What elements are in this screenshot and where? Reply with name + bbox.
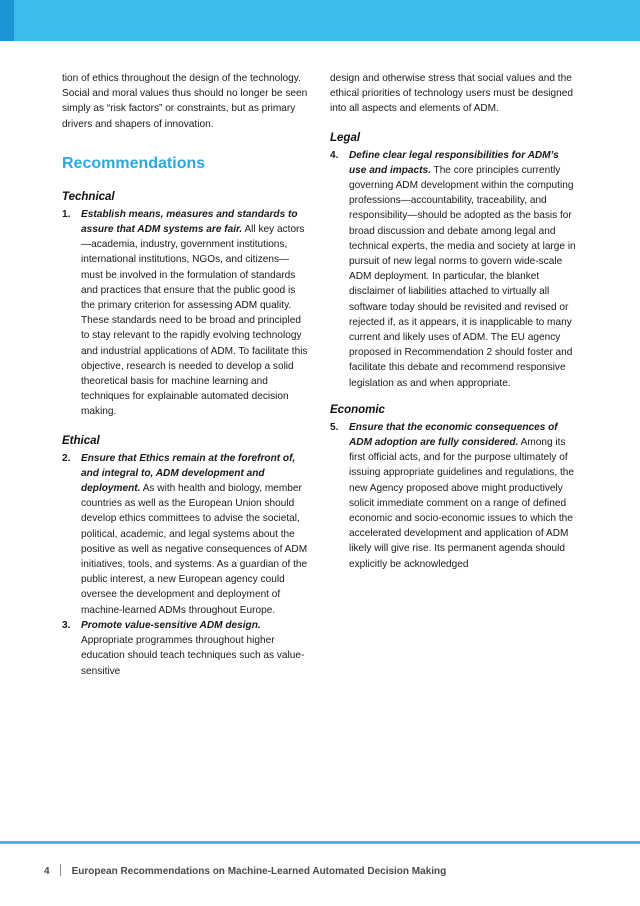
item-body: Appropriate programmes throughout higher education should teach techniques such as value-sensitive — [81, 635, 305, 677]
subheading-legal: Legal — [330, 131, 361, 144]
page-number: 4 — [44, 866, 50, 877]
item-number: 5. — [330, 421, 339, 433]
footer-rule — [0, 841, 640, 844]
recommendation-1 — [62, 207, 308, 420]
item-lead: Promote value-sensitive ADM design. — [81, 619, 261, 631]
subheading-ethical: Ethical — [62, 434, 100, 447]
recommendation-4 — [330, 148, 576, 391]
item-lead: Define clear legal responsibilities for ADM’s use and impacts. — [349, 149, 559, 176]
page-footer — [44, 864, 446, 879]
item-body: The core principles currently governing ADM development within the computing professions—accountability, traceability, and responsibility—should be adopted as the basis for broad discussion and debate among legal and technical experts, the media and society at large in pursuit of new legal norms to govern wide-scale ADM deployment. In particular, the blanket disclaimer of liabilities attached to virtually all software today should be revisited and revised or rejected if, as it appears, it is inapplicable to many current and likely uses of ADM. The EU agency proposed in Recommendation 2 should foster and facilitate this debate and recommend responsive legislation as and when appropriate. — [349, 164, 576, 389]
item-body: All key actors—academia, industry, government institutions, international institutions, NGOs, and citizens—must be involved in the formulation of standards and practices that ensure that the public good is the primary criterion for assessing ADM quality. These standards need to be broad and principled to stay relevant to the rapidly evolving technology and industrial applications of ADM. To facilitate this objective, research is needed to develop a solid theoretical basis for machine learning and techniques for explainable automated decision making. — [81, 224, 308, 418]
left-column — [62, 71, 308, 679]
recommendation-3 — [62, 618, 308, 679]
recommendation-5 — [330, 420, 576, 572]
continuation-paragraph: design and otherwise stress that social values and the ethical priorities of technology users must be designed into all aspects and elements of ADM. — [330, 73, 573, 115]
header-bar — [0, 0, 640, 41]
subheading-economic: Economic — [330, 403, 385, 416]
header-accent-tab — [0, 0, 14, 41]
item-number: 4. — [330, 149, 339, 161]
running-title: European Recommendations on Machine-Learned Automated Decision Making — [71, 866, 447, 877]
item-number: 1. — [62, 208, 71, 220]
item-lead: Establish means, measures and standards to assure that ADM systems are fair. — [81, 208, 298, 236]
item-body: Among its first official acts, and for the purpose ultimately of issuing appropriate guidelines and regulations, the new Agency proposed above might productively solicit immediate comment on a range of defined economic and socio-economic issues to which the accelerated development and application of ADM likely will give rise. Its permanent agenda should explicitly be acknowledged — [349, 437, 575, 570]
item-lead: Ensure that Ethics remain at the forefront of, and integral to, ADM development and deployment. — [81, 452, 296, 495]
right-column — [330, 71, 576, 572]
recommendation-2 — [62, 451, 308, 618]
item-body: As with health and biology, member countries as well as the European Union should develop ethics committees to advise the societal, political, academic, and legal systems about the positive as well as negative consequences of ADM initiatives, tools, and systems. As a guardian of the public interest, a new European agency could oversee the development and deployment of machine-learned ADMs throughout Europe. — [81, 483, 308, 616]
item-number: 3. — [62, 619, 71, 631]
section-heading-recommendations: Recommendations — [62, 154, 206, 172]
intro-paragraph: tion of ethics throughout the design of the technology. Social and moral values thus should no longer be seen simply as “risk factors” or constraints, but as primary drivers and shapers of innovation. — [62, 73, 308, 130]
footer-separator — [60, 864, 61, 876]
item-lead: Ensure that the economic consequences of ADM adoption are fully considered. — [349, 421, 558, 449]
item-number: 2. — [62, 452, 71, 464]
subheading-technical: Technical — [62, 190, 115, 203]
